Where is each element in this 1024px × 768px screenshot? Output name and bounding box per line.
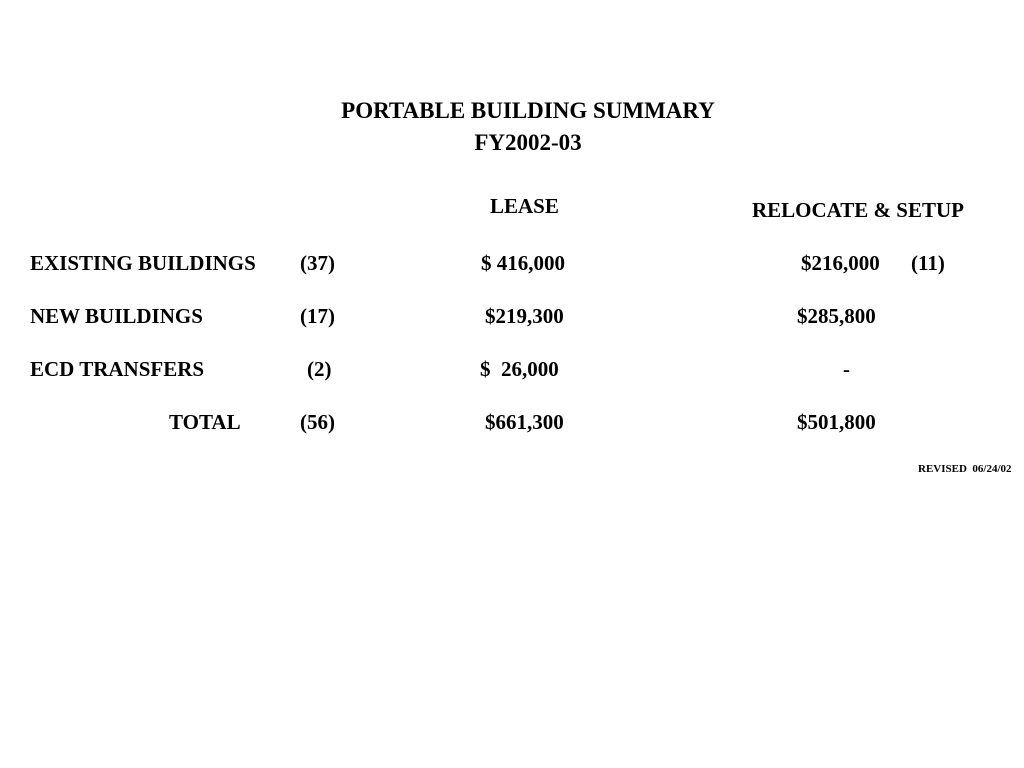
row-lease-amount: $219,300: [485, 304, 564, 328]
page-subtitle: FY2002-03: [474, 130, 582, 155]
column-header-lease: LEASE: [490, 194, 559, 218]
row-count: (37): [300, 251, 335, 275]
total-count: (56): [300, 410, 335, 434]
total-relocate-amount: $501,800: [797, 410, 876, 434]
row-count: (2): [307, 357, 332, 381]
row-relocate-amount: $216,000: [801, 251, 880, 275]
row-label: ECD TRANSFERS: [30, 357, 205, 381]
row-relocate-amount: $285,800: [797, 304, 876, 328]
revised-date: REVISED 06/24/02: [918, 463, 1012, 475]
row-lease-amount: $ 416,000: [481, 251, 565, 275]
row-relocate-amount: -: [843, 357, 850, 381]
total-label: TOTAL: [169, 410, 241, 434]
row-label: NEW BUILDINGS: [30, 304, 203, 328]
column-header-relocate: RELOCATE & SETUP: [752, 198, 964, 222]
total-lease-amount: $661,300: [485, 410, 564, 434]
row-relocate-count: (11): [911, 251, 945, 275]
page-title: PORTABLE BUILDING SUMMARY: [341, 98, 715, 123]
row-lease-amount: $ 26,000: [480, 357, 559, 381]
row-label: EXISTING BUILDINGS: [30, 251, 256, 275]
row-count: (17): [300, 304, 335, 328]
